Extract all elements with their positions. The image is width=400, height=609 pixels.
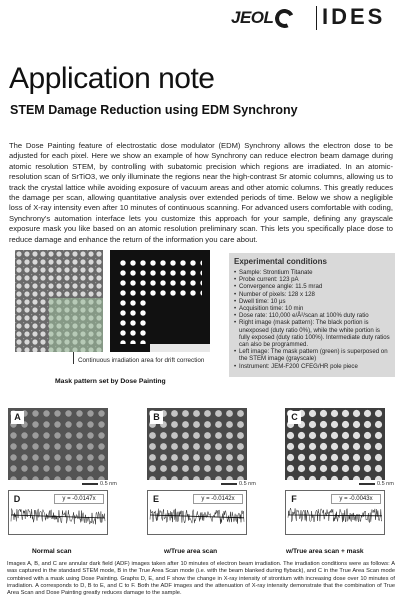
condition-item: • Probe current: 123 pA [234, 276, 390, 283]
jeol-logo-mark [273, 6, 297, 30]
conditions-list [234, 269, 390, 370]
panel-label-b: B [150, 411, 163, 424]
xray-graph-d [8, 490, 108, 535]
conditions-heading: Experimental conditions [234, 257, 327, 266]
stem-image-with-mask [15, 250, 103, 352]
panel-label-f: F [288, 493, 300, 505]
fit-equation-e: y = -0.0142x [193, 494, 243, 504]
ides-logo: IDES [322, 4, 386, 29]
panel-title-true-area: w/True area scan [164, 548, 218, 555]
callout-line [73, 352, 74, 364]
page-title: Application note [9, 62, 215, 95]
fit-equation-f: y = -0.0043x [331, 494, 381, 504]
panel-label-e: E [150, 493, 162, 505]
panel-label-d: D [11, 493, 23, 505]
scale-bar-a [82, 481, 117, 487]
experimental-conditions-box [229, 253, 395, 377]
condition-item: • Acquisition time: 10 min [234, 305, 390, 312]
scale-bar-label: 0.5 nm [377, 481, 394, 487]
stem-image-svg [15, 250, 103, 352]
condition-item: • Instrument: JEM-F200 CFEG/HR pole piece [234, 363, 390, 370]
condition-item: • Right image (mask pattern): The black portion is unexposed (duty ratio 0%), while the white portion is fully exposed (duty ratio 100%). Intermediate duty ratios can also be programmed. [234, 319, 390, 348]
mask-pattern-image [110, 250, 210, 352]
xray-graph-f [285, 490, 385, 535]
condition-item: • Convergence angle: 11.5 mrad [234, 283, 390, 290]
panel-label-a: A [11, 411, 24, 424]
jeol-logo-text: JEOL [231, 8, 274, 27]
scale-bar-label: 0.5 nm [239, 481, 256, 487]
condition-item: • Sample: Strontium Titanate [234, 269, 390, 276]
page-subtitle: STEM Damage Reduction using EDM Synchrony [10, 103, 298, 117]
fit-equation-d: y = -0.0147x [54, 494, 104, 504]
adf-image-c [285, 408, 385, 480]
panel-title-true-area-mask: w/True area scan + mask [286, 548, 364, 555]
scale-bar-c [359, 481, 394, 487]
adf-image-b [147, 408, 247, 480]
panel-title-normal: Normal scan [32, 548, 72, 555]
logo-divider [316, 6, 317, 30]
condition-item: • Dose rate: 110,000 e/Å²/scan at 100% duty ratio [234, 312, 390, 319]
scale-bar-label: 0.5 nm [100, 481, 117, 487]
drift-correction-callout: Continuous irradiation area for drift correction [78, 357, 205, 364]
figure-caption: Images A, B, and C are annular dark field (ADF) images taken after 10 minutes of electron beam irradiation. The irradiation conditions were as follows: A was captured in the standard STEM mode, B in the True Area Scan mode (i.e. with the beam blanked during flyback), and C in the True Area Scan mode combined with a mask using Dose Painting. Graphs D, E, and F show the change in X-ray intensity of strontium with increasing dose over 10 minutes of irradiation. A corresponds to D, B to E, and C to F. Both the ADF images and the attenuation of X-ray intensity demonstrate that the combination of True Area Scan and Dose Painting greatly reduces damage to the sample. [7, 561, 395, 597]
condition-item: • Number of pixels: 128 x 128 [234, 291, 390, 298]
drift-correction-strip [150, 344, 210, 352]
xray-graph-e [147, 490, 247, 535]
adf-image-a [8, 408, 108, 480]
condition-item: • Left image: The mask pattern (green) is superposed on the STEM image (grayscale) [234, 348, 390, 362]
condition-item: • Dwell time: 10 μs [234, 298, 390, 305]
scale-bar-b [221, 481, 256, 487]
panel-label-c: C [288, 411, 301, 424]
jeol-logo [231, 6, 294, 30]
mask-caption: Mask pattern set by Dose Painting [55, 378, 166, 385]
intro-paragraph: The Dose Painting feature of electrostatic dose modulator (EDM) Synchrony allows the electron dose to be adjusted for each pixel. Here we show an example of how Synchrony can reduce electron beam damage during atomic resolution STEM, by controlling with subatomic precision which regions are irradiated. In an atomic-resolution scan of SrTiO3, we only illuminate the regions near the high-contrast Sr atomic columns, allowing us to track the crystal lattice while avoiding exposure of vacuum areas and other atomic columns. This greatly reduces the damage per scan, allowing quantitative analysis over extended periods of time. Below we show a negligible loss of X-ray intensity even after 10 minutes of continuous scanning. For advanced users comfortable with coding, Synchrony's automation interface lets you customize this approach for your sample, defining any grayscale exposure mask you like based on an atomic resolution preliminary scan. This lets you specifically place dose to reduce damage and enhance the return of the information you care about. [9, 141, 393, 244]
